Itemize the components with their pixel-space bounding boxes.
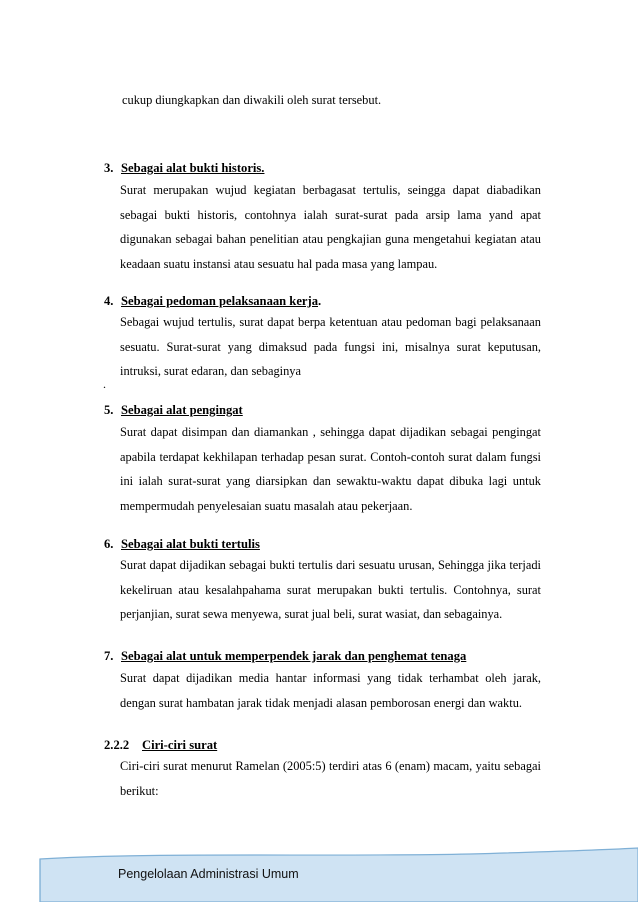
- footer-wave-shape: [0, 842, 638, 902]
- footer-band: [0, 842, 638, 902]
- section-6-heading: [104, 535, 260, 553]
- section-title: Sebagai alat untuk memperpendek jarak dan penghemat tenaga: [121, 649, 467, 663]
- section-number: 6.: [104, 537, 114, 551]
- section-3-body: Surat merupakan wujud kegiatan berbagasat tertulis, seingga dapat diabadikan sebagai bukti historis, contohnya ialah surat-surat pada arsip lama yand apat digunakan sebagai bahan penelitian atau pengkajian guna mengetahui kegiatan atau keadaan suatu instansi atau sesuatu hal pada masa yang lampau.: [120, 183, 541, 271]
- section-7-body: Surat dapat dijadikan media hantar informasi yang tidak terhambat oleh jarak, dengan surat hambatan jarak tidak menjadi alasan pemborosan energi dan waktu.: [120, 671, 541, 710]
- section-number: 3.: [104, 161, 114, 175]
- intro-line: cukup diungkapkan dan diwakili oleh surat tersebut.: [122, 93, 382, 107]
- subsection-heading: [104, 736, 217, 754]
- subsection-number: 2.2.2: [104, 738, 130, 752]
- subsection-title: Ciri-ciri surat: [142, 738, 218, 752]
- section-7-heading: [104, 647, 466, 665]
- section-4-heading: [104, 292, 321, 310]
- section-6-body: Surat dapat dijadikan sebagai bukti tertulis dari sesuatu urusan, Sehingga jika terjadi kekeliruan atau kesalahpahama surat merupakan bukti tertulis. Contohnya, surat perjanjian, surat sewa menyewa, surat jual beli, surat wasiat, dan sebagainya.: [120, 558, 541, 621]
- section-title-suffix: .: [318, 294, 322, 308]
- section-number: 5.: [104, 403, 114, 417]
- section-5-body: Surat dapat disimpan dan diamankan , sehingga dapat dijadikan sebagai pengingat apabila terdapat kekhilapan terhadap pesan surat. Contoh-contoh surat dalam fungsi ini ialah surat-surat yang diarsipkan dan sewaktu-waktu dapat dibuka lagi untuk mempermudah penyelesaian suatu masalah atau pekerjaan.: [120, 425, 541, 513]
- section-3-heading: [104, 159, 264, 177]
- section-title: Sebagai alat bukti historis.: [121, 161, 265, 175]
- section-5-heading: [104, 401, 243, 419]
- section-title: Sebagai pedoman pelaksanaan kerja: [121, 294, 318, 308]
- footer-text: Pengelolaan Administrasi Umum: [118, 867, 299, 881]
- section-4-body: Sebagai wujud tertulis, surat dapat berpa ketentuan atau pedoman bagi pelaksanaan sesuatu. Surat-surat yang dimaksud pada fungsi ini, misalnya surat keputusan, intruksi, surat edaran, dan sebaginya: [120, 315, 541, 378]
- subsection-body: Ciri-ciri surat menurut Ramelan (2005:5) terdiri atas 6 (enam) macam, yaitu sebagai berikut:: [120, 759, 541, 798]
- section-title: Sebagai alat pengingat: [121, 403, 243, 417]
- section-title: Sebagai alat bukti tertulis: [121, 537, 260, 551]
- section-number: 7.: [104, 649, 114, 663]
- section-number: 4.: [104, 294, 114, 308]
- stray-period: .: [103, 377, 106, 391]
